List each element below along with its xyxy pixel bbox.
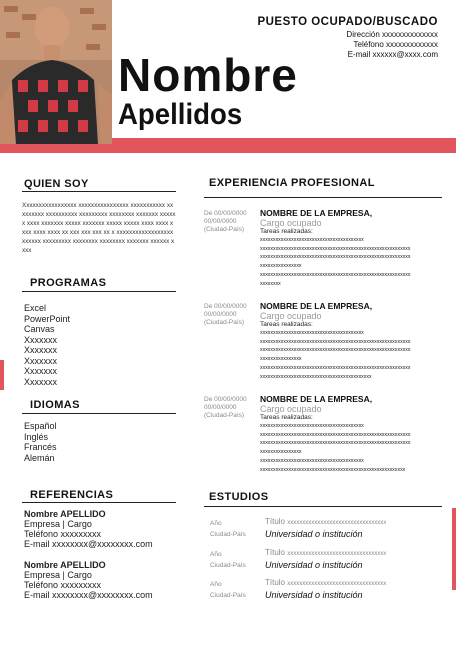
tasks-label: Tareas realizadas: xyxy=(260,321,313,328)
job-dates xyxy=(204,210,256,234)
education-details xyxy=(265,547,445,571)
title-label: Título xyxy=(265,548,286,557)
education-title xyxy=(265,547,445,560)
job-date-start: De 00/00/0000 xyxy=(204,396,247,403)
task-line: xxxxxxxxxxxxxxxxxxxxxxxxxxxxxxxxxxxxxxxx xyxy=(260,457,364,464)
section-title-experiencia: EXPERIENCIA PROFESIONAL xyxy=(209,177,375,189)
job-details xyxy=(260,301,440,381)
right-accent-bar xyxy=(452,508,456,590)
task-line: xxxxxxxxxxxxxxxx xyxy=(260,263,302,270)
job-city: (Ciudad-País) xyxy=(204,412,245,419)
address-line: Dirección xxxxxxxxxxxxxx xyxy=(346,30,438,39)
list-item: Canvas xyxy=(24,324,55,334)
job-city: (Ciudad-País) xyxy=(204,319,245,326)
email-line: E-mail xxxxxx@xxxx.com xyxy=(347,50,438,59)
task-line: xxxxxxxxxxxxxxxxxxxxxxxxxxxxxxxxxxxxxxxxxxxxxxxxxxxxxxxxxx xyxy=(260,347,411,354)
section-divider xyxy=(22,191,176,192)
job-date-end: 00/00/0000 xyxy=(204,218,237,225)
header-red-band xyxy=(0,144,456,153)
section-divider xyxy=(22,502,176,503)
education-dates xyxy=(210,549,246,571)
section-title-programas: PROGRAMAS xyxy=(30,277,107,289)
task-line: xxxxxxxxxxxxxxxx xyxy=(260,449,302,456)
list-item: Francés xyxy=(24,442,57,452)
education-city: Ciudad-País xyxy=(210,562,246,569)
title-label: Título xyxy=(265,578,286,587)
education-title xyxy=(265,577,445,590)
contact-info xyxy=(346,30,438,60)
education-title xyxy=(265,516,445,529)
task-line: xxxxxxxxxxxxxxxx xyxy=(260,356,302,363)
list-item: Español xyxy=(24,421,57,431)
task-line: xxxxxxxxxxxxxxxxxxxxxxxxxxxxxxxxxxxxxxxxxxxxxxxxxxxxxxxxxx xyxy=(260,271,411,278)
job-date-start: De 00/00/0000 xyxy=(204,210,247,217)
task-line: xxxxxxxxxxxxxxxxxxxxxxxxxxxxxxxxxxxxxxxxxxx xyxy=(260,373,372,380)
list-item: Xxxxxxx xyxy=(24,345,58,355)
list-item: Xxxxxxx xyxy=(24,355,58,366)
section-divider xyxy=(204,506,442,507)
reference-phone: Teléfono xxxxxxxxx xyxy=(24,580,102,590)
reference-name: Nombre APELLIDO xyxy=(24,509,106,519)
list-item: Alemán xyxy=(24,452,55,463)
person-photo-illustration xyxy=(0,0,112,145)
education-dates xyxy=(210,518,246,540)
list-item: Xxxxxxx xyxy=(24,334,58,345)
surname: Apellidos xyxy=(118,98,243,131)
tasks-label: Tareas realizadas: xyxy=(260,414,313,421)
list-item: Xxxxxxx xyxy=(24,366,58,376)
education-year: Año xyxy=(210,551,222,558)
job-date-end: 00/00/0000 xyxy=(204,311,237,318)
section-divider xyxy=(22,413,176,414)
company-name: NOMBRE DE LA EMPRESA, xyxy=(260,208,373,218)
task-line: xxxxxxxxxxxxxxxxxxxxxxxxxxxxxxxxxxxxxxxxxxxxxxxxxxxxxxxx xyxy=(260,466,406,473)
education-year: Año xyxy=(210,520,222,527)
education-year: Año xyxy=(210,581,222,588)
title-placeholder: xxxxxxxxxxxxxxxxxxxxxxxxxxxxxxxxx xyxy=(287,581,387,587)
job-dates xyxy=(204,396,256,420)
job-city: (Ciudad-País) xyxy=(204,226,245,233)
section-divider xyxy=(22,291,176,292)
list-item: PowerPoint xyxy=(24,313,71,324)
institution: Universidad o institución xyxy=(265,529,363,539)
task-line: xxxxxxxxxxxxxxxxxxxxxxxxxxxxxxxxxxxxxxxxxxxxxxxxxxxxxxxxxx xyxy=(260,338,411,345)
reference-entry xyxy=(24,560,153,600)
reference-email: E-mail xxxxxxxx@xxxxxxxx.com xyxy=(24,539,153,549)
job-title: Cargo ocupado xyxy=(260,311,322,321)
education-city: Ciudad-País xyxy=(210,531,246,538)
reference-phone: Teléfono xxxxxxxxx xyxy=(24,529,102,539)
company-name: NOMBRE DE LA EMPRESA, xyxy=(260,301,373,311)
tasks-label: Tareas realizadas: xyxy=(260,228,313,235)
job-details xyxy=(260,208,440,288)
job-dates xyxy=(204,303,256,327)
languages-list xyxy=(24,421,57,463)
education-details xyxy=(265,577,445,601)
job-date-start: De 00/00/0000 xyxy=(204,303,247,310)
section-title-idiomas: IDIOMAS xyxy=(30,399,80,411)
title-placeholder: xxxxxxxxxxxxxxxxxxxxxxxxxxxxxxxxx xyxy=(287,551,387,557)
title-label: Título xyxy=(265,517,286,526)
task-line: xxxxxxxxxxxxxxxxxxxxxxxxxxxxxxxxxxxxxxxxxxxxxxxxxxxxxxxxxx xyxy=(260,364,411,371)
job-date-end: 00/00/0000 xyxy=(204,404,237,411)
phone-line: Teléfono xxxxxxxxxxxxx xyxy=(353,40,438,49)
task-line: xxxxxxxxxxxxxxxxxxxxxxxxxxxxxxxxxxxxxxxxxxxxxxxxxxxxxxxxxx xyxy=(260,440,411,447)
section-title-quien-soy: QUIEN SOY xyxy=(24,178,89,190)
reference-role: Empresa | Cargo xyxy=(24,519,92,529)
task-line: xxxxxxxxxxxxxxxxxxxxxxxxxxxxxxxxxxxxxxxxxxxxxxxxxxxxxxxxxx xyxy=(260,431,411,438)
education-details xyxy=(265,516,445,540)
list-item: Inglés xyxy=(24,431,49,442)
title-placeholder: xxxxxxxxxxxxxxxxxxxxxxxxxxxxxxxxx xyxy=(287,520,387,526)
company-name: NOMBRE DE LA EMPRESA, xyxy=(260,394,373,404)
task-line: xxxxxxxxxxxxxxxxxxxxxxxxxxxxxxxxxxxxxxxxxxxxxxxxxxxxxxxxxx xyxy=(260,254,411,261)
section-title-estudios: ESTUDIOS xyxy=(209,491,269,503)
reference-email: E-mail xxxxxxxx@xxxxxxxx.com xyxy=(24,590,153,600)
institution: Universidad o institución xyxy=(265,590,363,600)
institution: Universidad o institución xyxy=(265,560,363,570)
education-city: Ciudad-País xyxy=(210,592,246,599)
section-divider xyxy=(204,197,442,198)
list-item: Xxxxxxx xyxy=(24,376,58,387)
reference-entry xyxy=(24,509,153,549)
programs-list xyxy=(24,303,70,387)
job-title: Cargo ocupado xyxy=(260,404,322,414)
education-dates xyxy=(210,579,246,601)
list-item: Excel xyxy=(24,303,47,313)
job-details xyxy=(260,394,440,474)
about-text: Xxxxxxxxxxxxxxxxx xxxxxxxxxxxxxxxx xxxxxxxxxxx xxxxxxxxx xxxxxxxxxx xxxxxxxxx xxxxxxxx xxxxxxx xxxxxx xxxx xxxxxxx xxxxx xxxxxxx xxxxx xxxxx xxxx xxxx xxxx xxxx xxxx xx xxx xxx xxx xx x xxxxxxxxxxxxxxxxxx xxxxxx xxxxxxxxx xxxxxxxx xxxxxxxx xxxxxxx xxxxxx xxxx xyxy=(22,202,176,254)
first-name: Nombre xyxy=(118,49,298,101)
reference-role: Empresa | Cargo xyxy=(24,570,92,580)
job-position: PUESTO OCUPADO/BUSCADO xyxy=(257,16,438,28)
section-title-referencias: REFERENCIAS xyxy=(30,489,114,501)
task-line: xxxxxxxx xyxy=(260,280,281,287)
profile-photo xyxy=(0,0,112,145)
task-line: xxxxxxxxxxxxxxxxxxxxxxxxxxxxxxxxxxxxxxxx xyxy=(260,330,364,336)
left-accent-bar xyxy=(0,360,4,390)
task-line: xxxxxxxxxxxxxxxxxxxxxxxxxxxxxxxxxxxxxxxx xyxy=(260,237,364,243)
task-line: xxxxxxxxxxxxxxxxxxxxxxxxxxxxxxxxxxxxxxxx xyxy=(260,423,364,429)
job-title: Cargo ocupado xyxy=(260,218,322,228)
reference-name: Nombre APELLIDO xyxy=(24,560,106,570)
task-line: xxxxxxxxxxxxxxxxxxxxxxxxxxxxxxxxxxxxxxxxxxxxxxxxxxxxxxxxxx xyxy=(260,245,411,252)
